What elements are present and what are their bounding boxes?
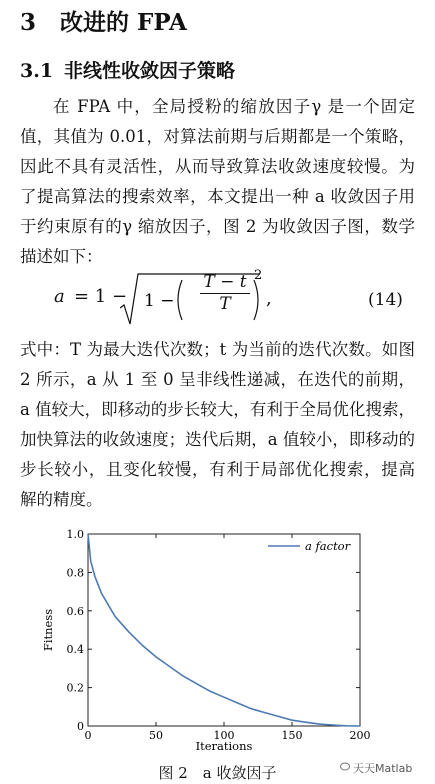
y-axis-label: Fitness: [41, 608, 55, 652]
left-paren: [178, 280, 182, 320]
y-tick-label: 0.4: [66, 643, 84, 657]
section-number: 3: [20, 9, 37, 36]
x-tick-label: 0: [84, 729, 92, 742]
right-paren: [254, 280, 258, 320]
fitness-chart: [40, 522, 380, 754]
equation-inner: 1 −: [144, 291, 175, 311]
equation-14: [54, 268, 414, 328]
y-tick-label: 0: [77, 720, 84, 733]
y-tick-label: 0.6: [66, 604, 84, 618]
equation-lhs: a: [54, 286, 65, 307]
series-line-a-factor: [88, 534, 360, 726]
equation-comma: ,: [266, 288, 272, 309]
subsection-heading: [20, 56, 235, 83]
section-heading: [20, 4, 187, 37]
watermark: 天天Matlab: [353, 762, 413, 775]
equation-rhs-prefix: = 1 −: [74, 286, 128, 307]
x-axis-label: Iterations: [195, 739, 253, 753]
section-title: 改进的 FPA: [60, 9, 187, 36]
x-tick-label: 150: [281, 729, 303, 742]
y-tick-label: 1.0: [66, 528, 84, 541]
x-tick-label: 100: [213, 729, 235, 742]
y-tick-label: 0.8: [66, 566, 84, 580]
subsection-number: 3.1: [20, 60, 54, 82]
x-tick-label: 200: [349, 729, 371, 742]
fraction: [200, 272, 250, 314]
paragraph-explanation: 式中：T 为最大迭代次数；t 为当前的迭代次数。如图 2 所示，a 从 1 至 0 呈非线性递减，在迭代的前期，a 值较大，即移动的步长较大，有利于全局优化搜索，加快算法的收敛速度；迭代后期，a 值较小，即移动的步长较小，且变化较慢，有利于局部优化搜索，提高解的精度。: [20, 340, 415, 509]
legend-label: a factor: [305, 539, 351, 553]
paragraph-intro: 在 FPA 中，全局授粉的缩放因子γ 是一个固定值，其值为 0.01，对算法前期与后期都是一个策略，因此不具有灵活性，从而导致算法收敛速度较慢。为了提高算法的搜索效率，本文提出一种 a 收敛因子用于约束原有的γ 缩放因子，图 2 为收敛因子图，数学描述如下：: [20, 97, 415, 266]
x-tick-label: 50: [149, 729, 163, 742]
wechat-icon: [340, 762, 352, 772]
exponent: 2: [254, 268, 263, 283]
subsection-title: 非线性收敛因子策略: [64, 60, 236, 82]
y-tick-label: 0.2: [66, 681, 84, 695]
equation-number: (14): [368, 290, 403, 310]
fraction-denominator: T: [219, 294, 231, 314]
fraction-numerator: T − t: [200, 272, 250, 294]
figure-caption: 图 2 a 收敛因子: [158, 764, 277, 782]
